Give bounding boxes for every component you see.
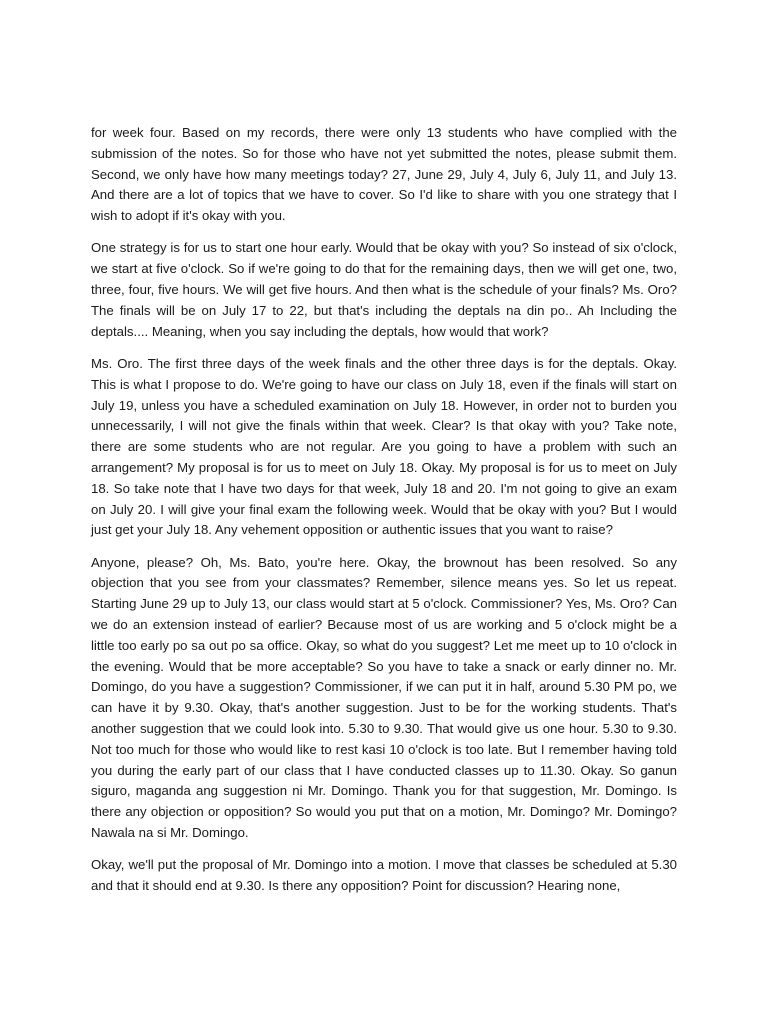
- paragraph: Anyone, please? Oh, Ms. Bato, you're here. Okay, the brownout has been resolved. So any objection that you see from your classmates? Remember, silence means yes. So let us repeat. Starting June 29 up to July 13, our class would start at 5 o'clock. Commissioner? Yes, Ms. Oro? Can we do an extension instead of earlier? Because most of us are working and 5 o'clock might be a little too early po sa out po sa office. Okay, so what do you suggest? Let me meet up to 10 o'clock in the evening. Would that be more acceptable? So you have to take a snack or early dinner no. Mr. Domingo, do you have a suggestion? Commissioner, if we can put it in half, around 5.30 PM po, we can have it by 9.30. Okay, that's another suggestion. Just to be for the working students. That's another suggestion that we could look into. 5.30 to 9.30. That would give us one hour. 5.30 to 9.30. Not too much for those who would like to rest kasi 10 o'clock is too late. But I remember having told you during the early part of our class that I have conducted classes up to 11.30. Okay. So ganun siguro, maganda ang suggestion ni Mr. Domingo. Thank you for that suggestion, Mr. Domingo. Is there any objection or opposition? So would you put that on a motion, Mr. Domingo? Mr. Domingo? Nawala na si Mr. Domingo.: [91, 554, 677, 840]
- paragraph: Okay, we'll put the proposal of Mr. Domingo into a motion. I move that classes be scheduled at 5.30 and that it should end at 9.30. Is there any opposition? Point for discussion? Hearing none,: [91, 857, 677, 894]
- paragraph: for week four. Based on my records, there were only 13 students who have complied with the submission of the notes. So for those who have not yet submitted the notes, please submit them. Second, we only have how many meetings today? 27, June 29, July 4, July 6, July 11, and July 13. And there are a lot of topics that we have to cover. So I'd like to share with you one strategy that I wish to adopt if it's okay with you.: [91, 125, 677, 224]
- paragraph: Ms. Oro. The first three days of the week finals and the other three days is for the deptals. Okay. This is what I propose to do. We're going to have our class on July 18, even if the finals will start on July 19, unless you have a scheduled examination on July 18. However, in order not to burden you unnecessarily, I will not give the finals within that week. Clear? Is that okay with you? Take note, there are some students who are not regular. Are you going to have a problem with such an arrangement? My proposal is for us to meet on July 18. Okay. My proposal is for us to meet on July 18. So take note that I have two days for that week, July 18 and 20. I'm not going to give an exam on July 20. I will give your final exam the following week. Would that be okay with you? But I would just get your July 18. Any vehement opposition or authentic issues that you want to raise?: [91, 355, 677, 538]
- document-body: [91, 123, 677, 908]
- paragraph: One strategy is for us to start one hour early. Would that be okay with you? So instead of six o'clock, we start at five o'clock. So if we're going to do that for the remaining days, then we will get one, two, three, four, five hours. We will get five hours. And then what is the schedule of your finals? Ms. Oro? The finals will be on July 17 to 22, but that's including the deptals na din po.. Ah Including the deptals.... Meaning, when you say including the deptals, how would that work?: [91, 240, 677, 339]
